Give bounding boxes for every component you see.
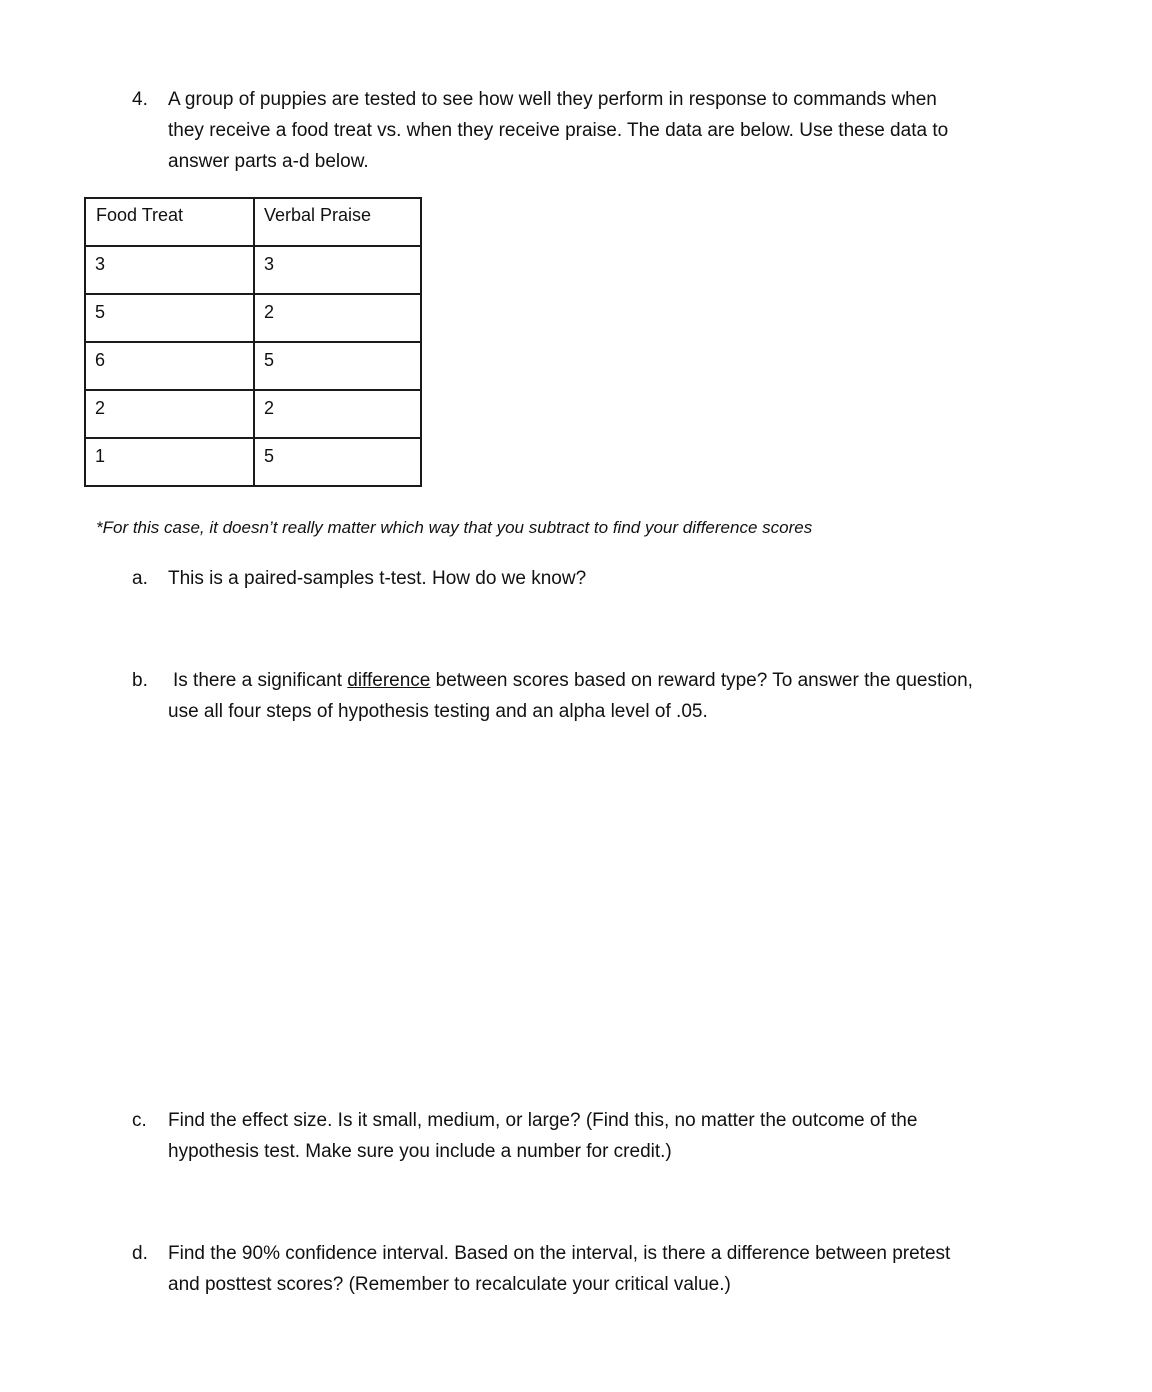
question-text-line-2: they receive a food treat vs. when they receive praise. The data are below. Use these data to — [168, 120, 949, 141]
part-b-text-before: Is there a significant — [173, 670, 348, 691]
part-b-text-after: between scores based on reward type? To answer the question, — [430, 670, 973, 691]
part-c-label: c. — [132, 1110, 147, 1131]
table-cell: 5 — [85, 294, 254, 342]
part-a-label: a. — [132, 568, 148, 589]
part-d-text-line-2: and posttest scores? (Remember to recalculate your critical value.) — [168, 1274, 731, 1295]
question-text-line-1: A group of puppies are tested to see how well they perform in response to commands when — [168, 89, 937, 110]
part-b-label: b. — [132, 670, 148, 691]
part-c-text-line-2: hypothesis test. Make sure you include a number for credit.) — [168, 1141, 672, 1162]
table-cell: 1 — [85, 438, 254, 486]
header-food-treat: Food Treat — [85, 198, 254, 246]
table-row — [85, 246, 421, 294]
table-cell: 6 — [85, 342, 254, 390]
table-row — [85, 342, 421, 390]
part-b-text-line-2: use all four steps of hypothesis testing and an alpha level of .05. — [168, 701, 708, 722]
table-cell: 2 — [254, 294, 421, 342]
part-b-text-line-1 — [173, 669, 973, 693]
question-text-line-3: answer parts a-d below. — [168, 151, 369, 172]
table-cell: 3 — [85, 246, 254, 294]
table-row — [85, 294, 421, 342]
table-cell: 2 — [254, 390, 421, 438]
part-d-label: d. — [132, 1243, 148, 1264]
underlined-difference: difference — [347, 670, 431, 691]
footnote: *For this case, it doesn’t really matter which way that you subtract to find your difference scores — [96, 518, 813, 537]
table-cell: 5 — [254, 438, 421, 486]
table-row — [85, 390, 421, 438]
header-verbal-praise: Verbal Praise — [254, 198, 421, 246]
part-d-text-line-1: Find the 90% confidence interval. Based on the interval, is there a difference between pretest — [168, 1243, 951, 1264]
part-a-text: This is a paired-samples t-test. How do we know? — [168, 568, 587, 589]
table-cell: 5 — [254, 342, 421, 390]
table-cell: 3 — [254, 246, 421, 294]
table-header-row — [85, 198, 421, 246]
question-number: 4. — [132, 89, 148, 110]
part-c-text-line-1: Find the effect size. Is it small, medium, or large? (Find this, no matter the outcome of the — [168, 1110, 918, 1131]
data-table — [84, 197, 422, 487]
table-cell: 2 — [85, 390, 254, 438]
table-row — [85, 438, 421, 486]
